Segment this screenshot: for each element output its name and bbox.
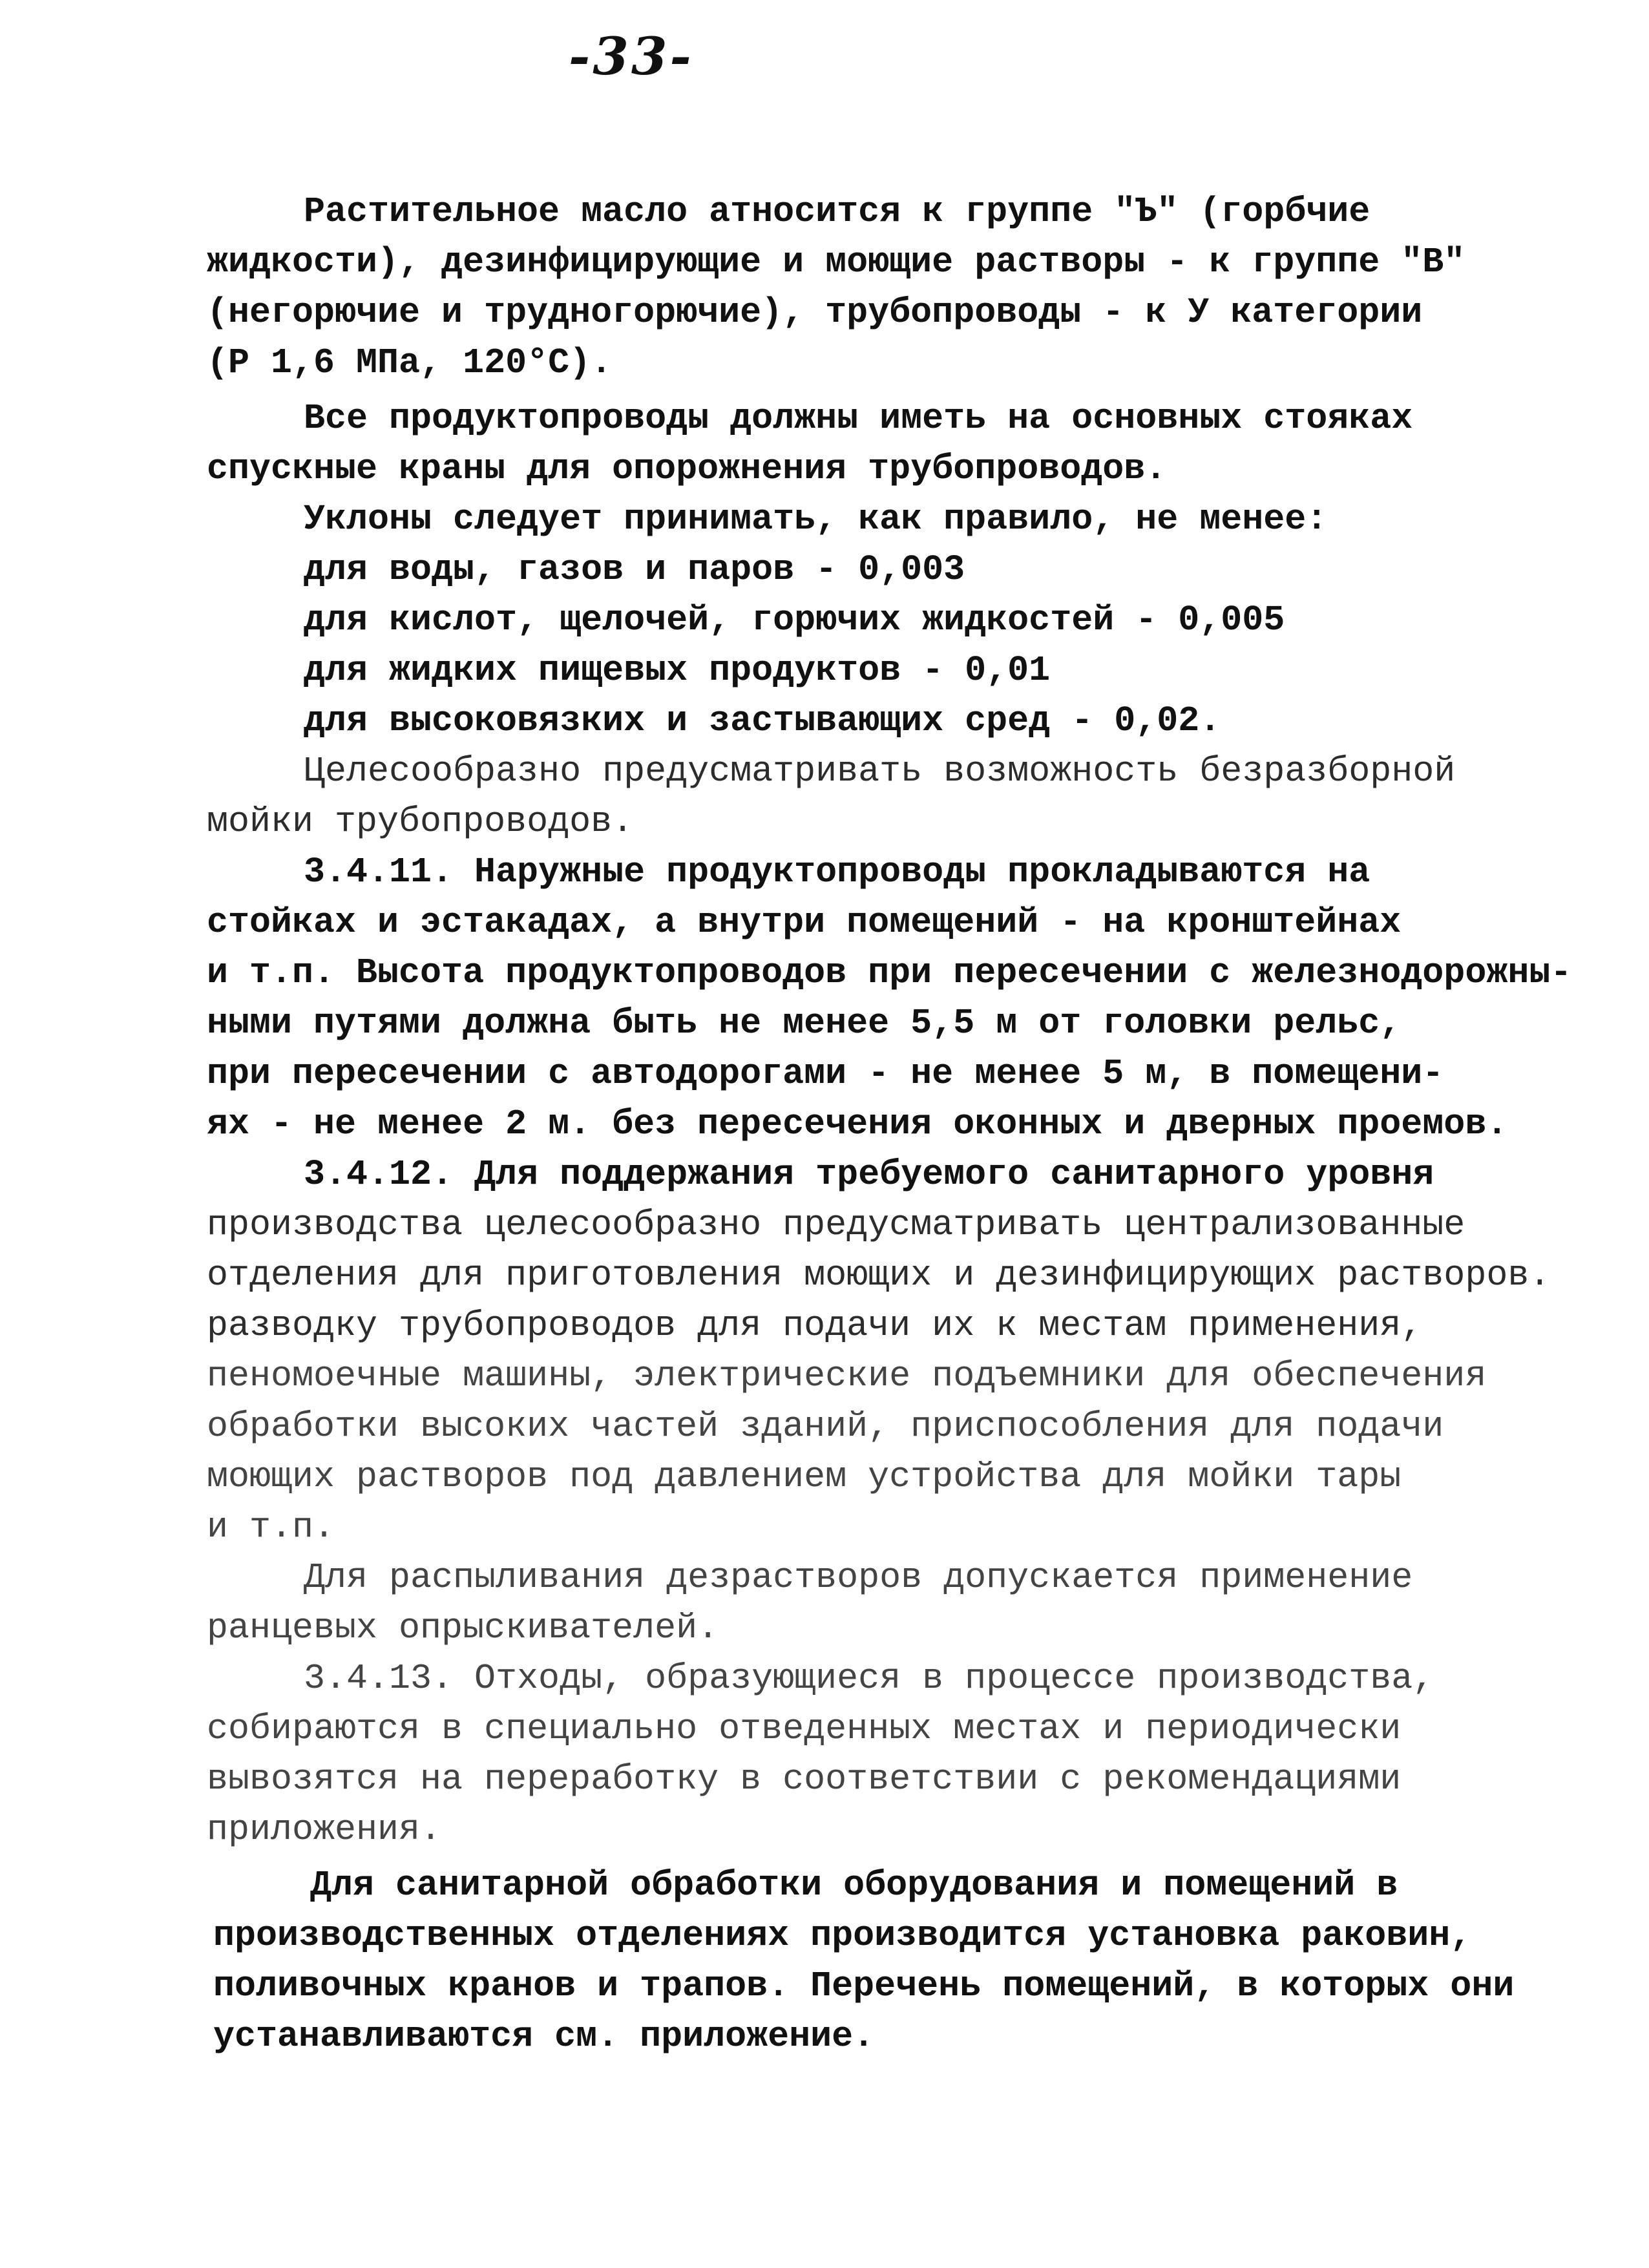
- text-line: Уклоны следует принимать, как правило, не менее:: [304, 499, 1328, 540]
- text-line: 3.4.12. Для поддержания требуемого санитарного уровня: [304, 1154, 1434, 1195]
- text-line: Целесообразно предусматривать возможность безразборной: [304, 751, 1456, 792]
- text-line: для высоковязких и застывающих сред - 0,02.: [304, 700, 1221, 741]
- text-line: моющих растворов под давлением устройства для мойки тары: [207, 1456, 1402, 1497]
- text-line: для кислот, щелочей, горючих жидкостей - 0,005: [304, 600, 1285, 640]
- text-line: и т.п. Высота продуктопроводов при пересечении с железнодорожны-: [207, 952, 1572, 993]
- text-line: для воды, газов и паров - 0,003: [304, 549, 965, 590]
- text-line: производственных отделениях производится установка раковин,: [213, 1915, 1472, 1956]
- text-line: Растительное масло атносится к группе "Ъ" (горбчие: [304, 191, 1371, 232]
- text-line: разводку трубопроводов для подачи их к местам применения,: [207, 1305, 1423, 1346]
- text-line: Для санитарной обработки оборудования и помещений в: [310, 1865, 1398, 1906]
- text-line: ранцевых опрыскивателей.: [207, 1608, 719, 1648]
- text-line: Все продуктопроводы должны иметь на основных стояках: [304, 398, 1413, 439]
- text-line: вывозятся на переработку в соответствии с рекомендациями: [207, 1759, 1402, 1800]
- text-line: поливочных кранов и трапов. Перечень помещений, в которых они: [213, 1966, 1515, 2006]
- text-line: отделения для приготовления моющих и дезинфицирующих растворов.: [207, 1255, 1551, 1296]
- text-line: спускные краны для опорожнения трубопроводов.: [207, 448, 1167, 489]
- text-line: (негорючие и трудногорючие), трубопроводы - к У категории: [207, 292, 1423, 333]
- text-line: 3.4.11. Наружные продуктопроводы прокладываются на: [304, 852, 1371, 892]
- page-number: -33-: [569, 26, 694, 87]
- text-line: устанавливаются см. приложение.: [213, 2016, 875, 2057]
- text-line: собираются в специально отведенных местах и периодически: [207, 1708, 1402, 1749]
- text-line: ях - не менее 2 м. без пересечения оконных и дверных проемов.: [207, 1104, 1508, 1144]
- text-line: стойках и эстакадах, а внутри помещений - на кронштейнах: [207, 902, 1402, 943]
- text-line: приложения.: [207, 1809, 442, 1850]
- text-line: при пересечении с автодорогами - не менее 5 м, в помещени-: [207, 1053, 1444, 1094]
- text-line: Для распыливания дезрастворов допускается применение: [304, 1557, 1413, 1598]
- text-line: 3.4.13. Отходы, образующиеся в процессе производства,: [304, 1658, 1434, 1699]
- text-line: обработки высоких частей зданий, приспособления для подачи: [207, 1406, 1444, 1447]
- text-line: пеномоечные машины, электрические подъемники для обеспечения: [207, 1356, 1487, 1396]
- text-line: жидкости), дезинфицирующие и моющие растворы - к группе "В": [207, 242, 1465, 282]
- text-line: мойки трубопроводов.: [207, 801, 634, 842]
- text-line: для жидких пищевых продуктов - 0,01: [304, 650, 1051, 691]
- text-line: (Р 1,6 МПа, 120°С).: [207, 342, 613, 383]
- text-line: и т.п.: [207, 1507, 335, 1548]
- text-line: производства целесообразно предусматривать централизованные: [207, 1204, 1465, 1245]
- text-line: ными путями должна быть не менее 5,5 м от головки рельс,: [207, 1003, 1402, 1044]
